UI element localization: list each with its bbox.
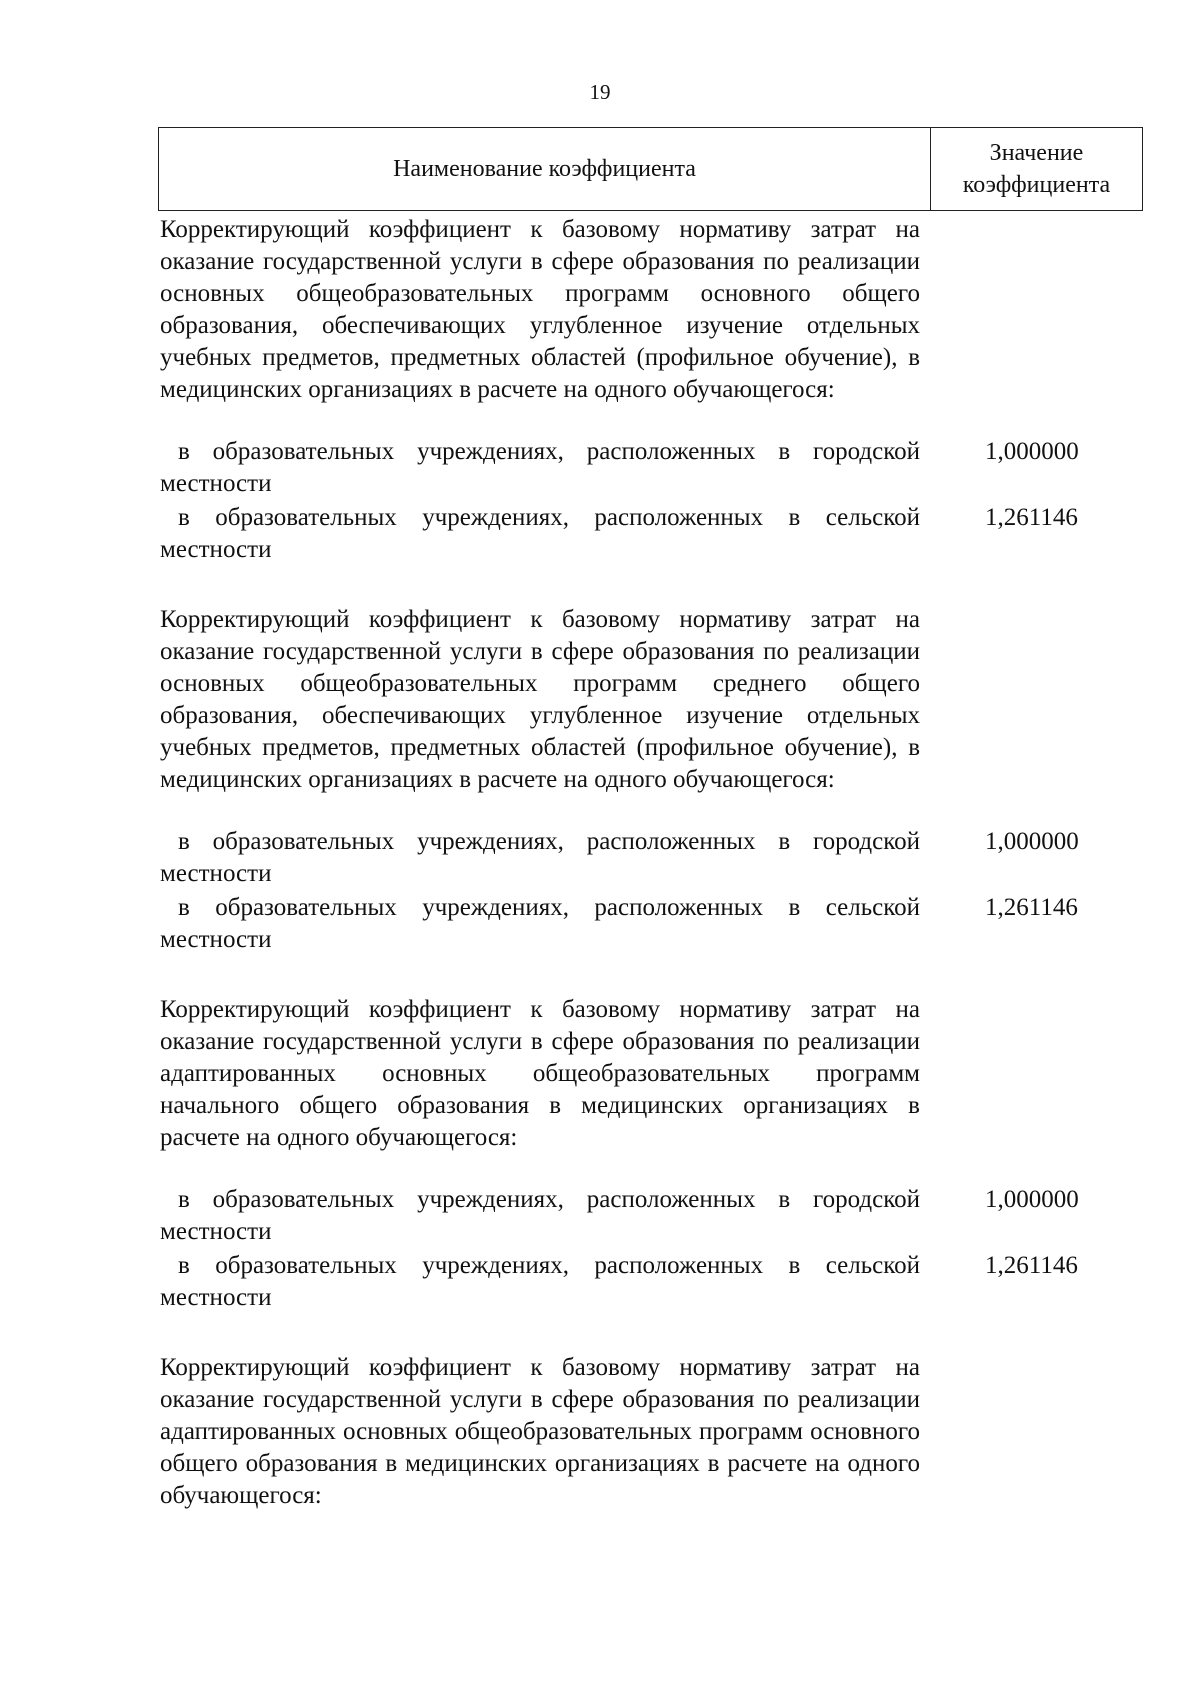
- coefficient-block: [160, 1352, 1144, 1512]
- coefficient-row: [160, 502, 1144, 566]
- coefficient-list: [160, 214, 1144, 1550]
- coefficient-description: Корректирующий коэффициент к базовому нормативу затрат на оказание государственной услуги в сфере образования по реализации адаптированных основных общеобразовательных программ основного общего образования в медицинских организациях в расчете на одного обучающегося:: [160, 1354, 920, 1509]
- header-name-column: Наименование коэффициента: [159, 128, 931, 210]
- coefficient-block: [160, 214, 1144, 566]
- coefficient-row-label: в образовательных учреждениях, расположенных в сельской местности: [160, 1252, 920, 1311]
- coefficient-entries: [160, 826, 1144, 956]
- coefficient-row: [160, 892, 1144, 956]
- coefficient-entries: [160, 436, 1144, 566]
- coefficient-row-value: 1,261146: [985, 504, 1078, 531]
- coefficient-row-label: в образовательных учреждениях, расположенных в городской местности: [160, 828, 920, 887]
- header-value-line2: коэффициента: [962, 172, 1111, 198]
- coefficient-entries: [160, 1184, 1144, 1314]
- coefficient-row-value: 1,000000: [985, 1186, 1079, 1213]
- coefficient-row-value: 1,261146: [985, 894, 1078, 921]
- table-header: [158, 127, 1143, 211]
- coefficient-row: [160, 436, 1144, 500]
- coefficient-row-label: в образовательных учреждениях, расположенных в сельской местности: [160, 504, 920, 563]
- coefficient-row: [160, 1184, 1144, 1248]
- coefficient-row-value: 1,000000: [985, 828, 1079, 855]
- coefficient-description: Корректирующий коэффициент к базовому нормативу затрат на оказание государственной услуги в сфере образования по реализации основных общеобразовательных программ основного общего образования, обеспечивающих углубленное изучение отдельных учебных предметов, предметных областей (профильное обучение), в медицинских организациях в расчете на одного обучающегося:: [160, 216, 920, 403]
- coefficient-row-value: 1,261146: [985, 1252, 1078, 1279]
- coefficient-description: Корректирующий коэффициент к базовому нормативу затрат на оказание государственной услуги в сфере образования по реализации основных общеобразовательных программ среднего общего образования, обеспечивающих углубленное изучение отдельных учебных предметов, предметных областей (профильное обучение), в медицинских организациях в расчете на одного обучающегося:: [160, 606, 920, 793]
- coefficient-row: [160, 1250, 1144, 1314]
- coefficient-description: Корректирующий коэффициент к базовому нормативу затрат на оказание государственной услуги в сфере образования по реализации адаптированных основных общеобразовательных программ начального общего образования в медицинских организациях в расчете на одного обучающегося:: [160, 996, 920, 1151]
- header-value-line1: Значение: [989, 140, 1084, 166]
- coefficient-row-label: в образовательных учреждениях, расположенных в сельской местности: [160, 894, 920, 953]
- coefficient-row-label: в образовательных учреждениях, расположенных в городской местности: [160, 1186, 920, 1245]
- coefficient-row: [160, 826, 1144, 890]
- coefficient-row-value: 1,000000: [985, 438, 1079, 465]
- header-value-column: [931, 128, 1142, 210]
- coefficient-block: [160, 994, 1144, 1314]
- page-number: 19: [589, 80, 611, 104]
- coefficient-row-label: в образовательных учреждениях, расположенных в городской местности: [160, 438, 920, 497]
- coefficient-block: [160, 604, 1144, 956]
